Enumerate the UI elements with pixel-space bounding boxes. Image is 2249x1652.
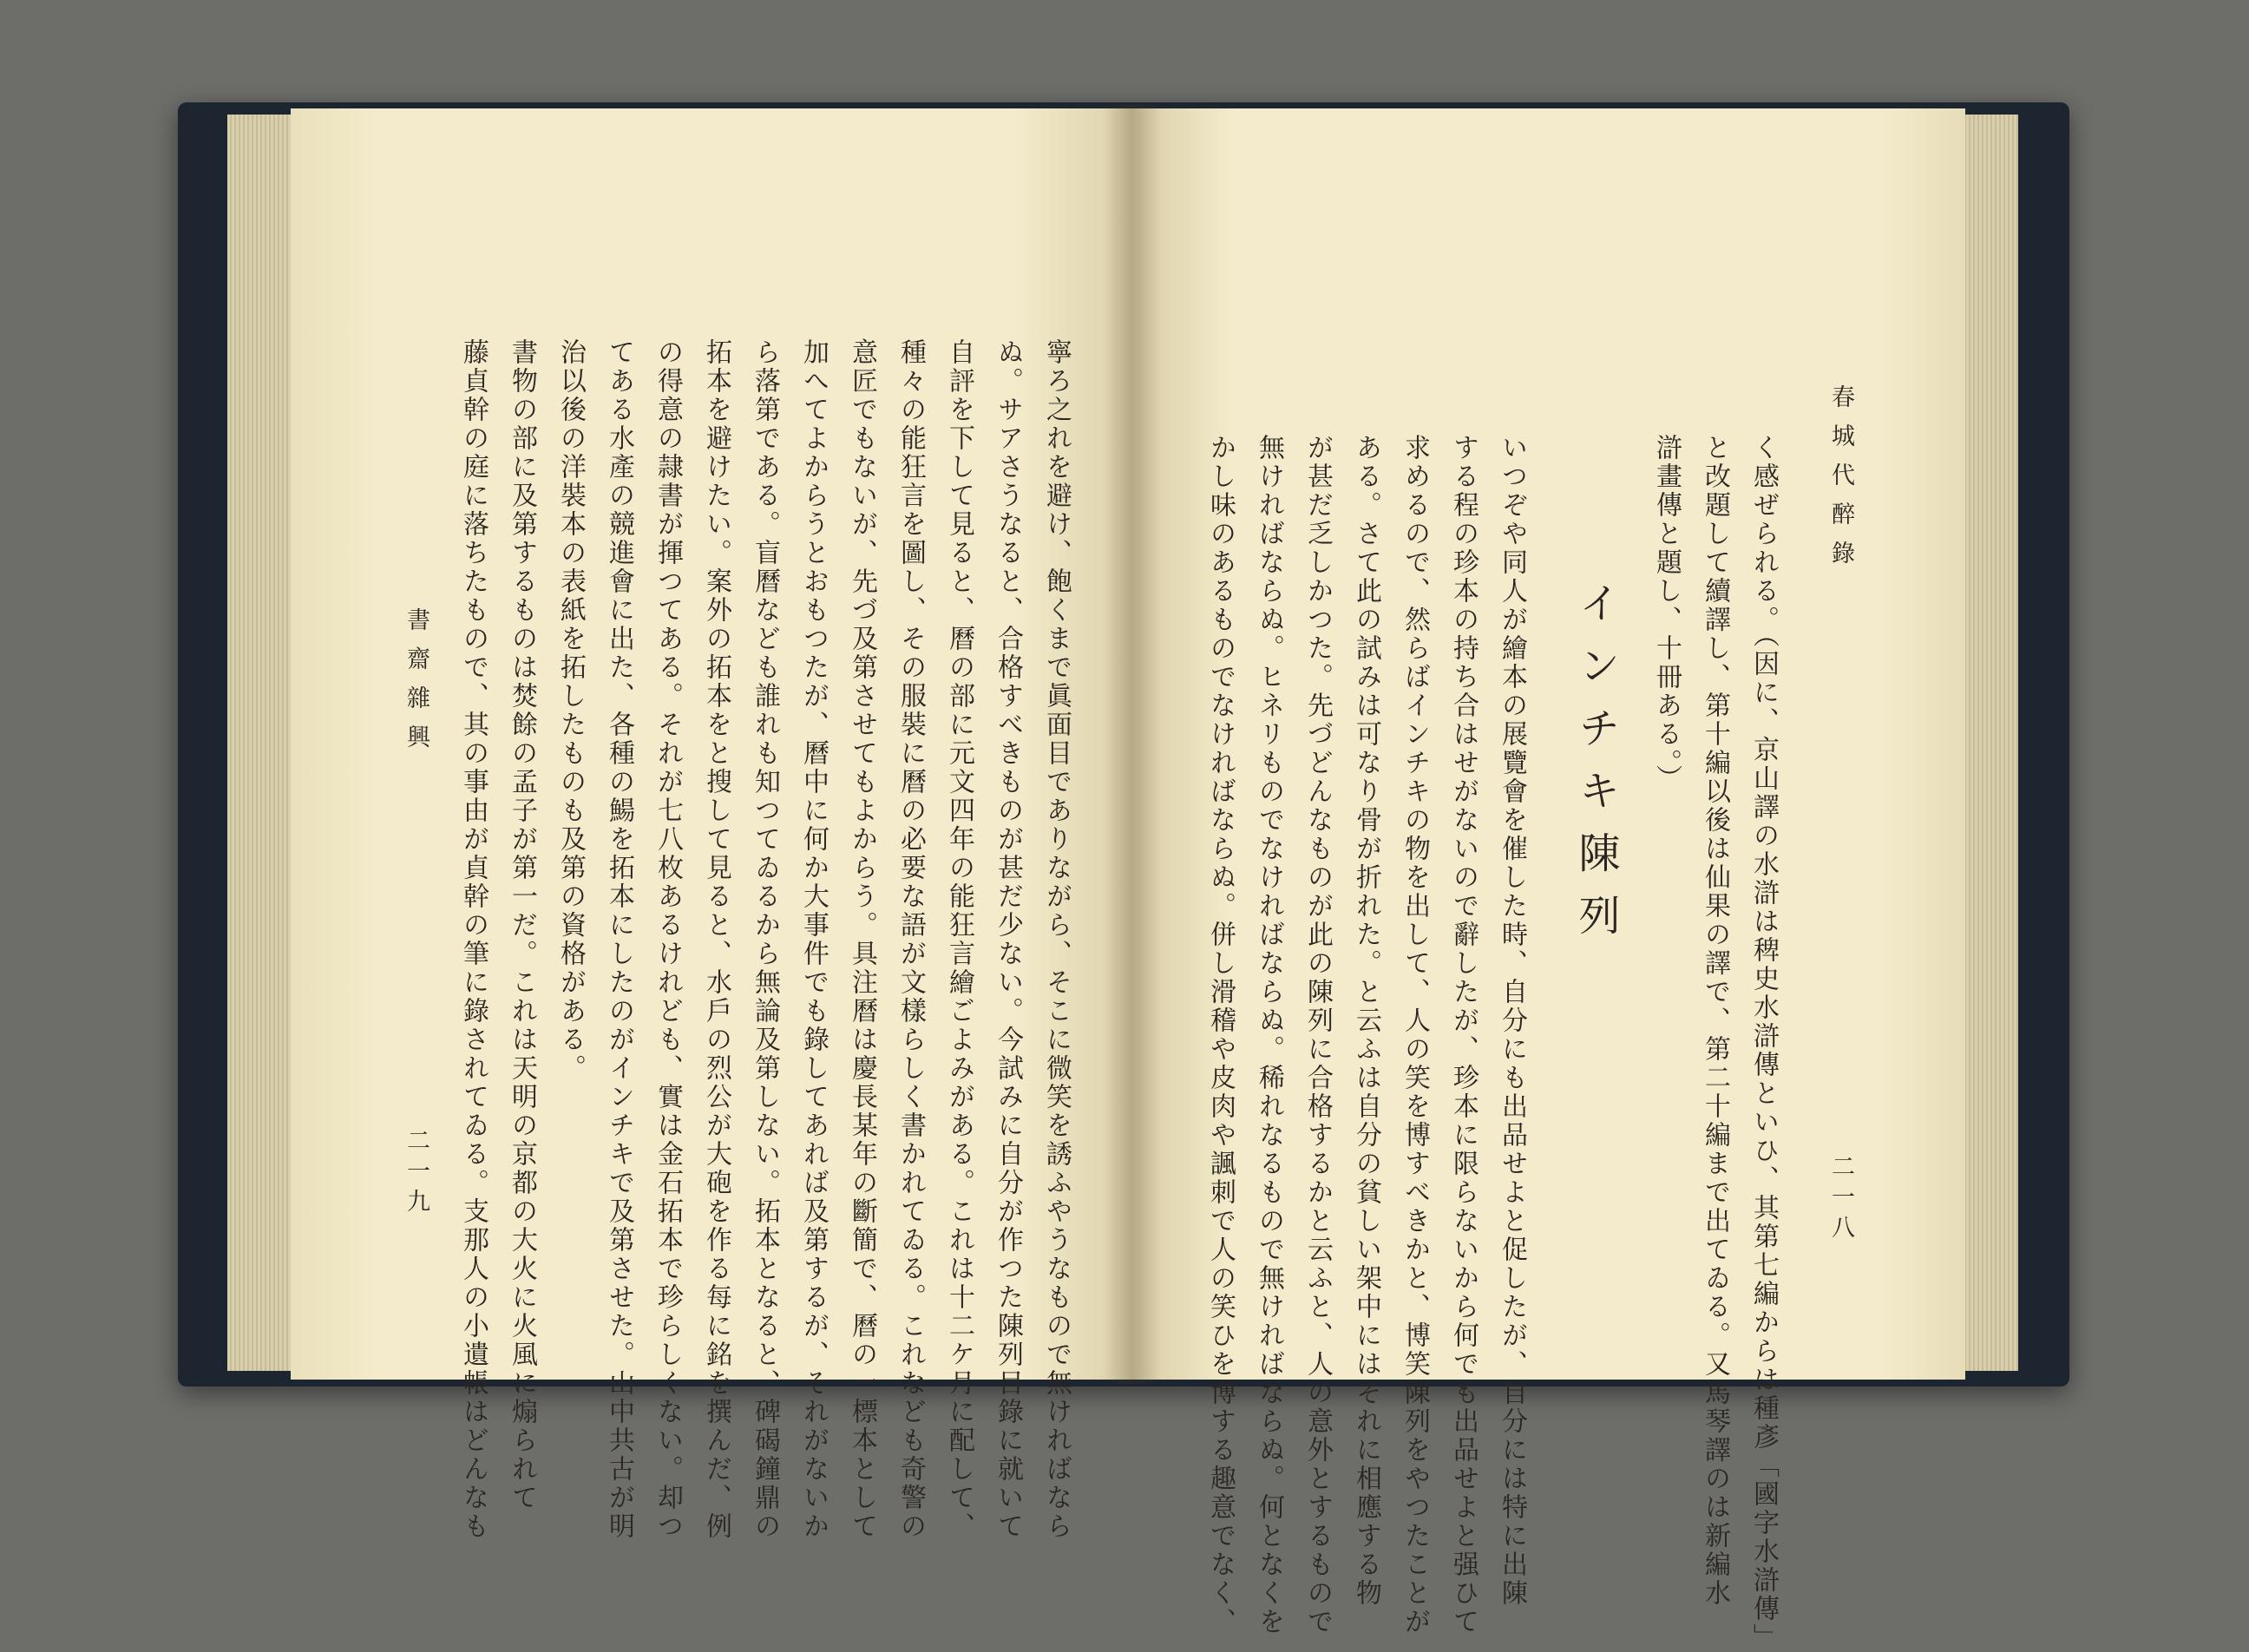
page-number: 二一八 bbox=[1827, 1154, 1854, 1245]
text-line: の得意の隷書が揮つてある。それが七八枚あるけれども、實は金石拓本で珍らしくない。却つ bbox=[652, 338, 683, 1541]
page-number: 二一九 bbox=[403, 1128, 429, 1219]
text-line: する程の珍本の持ち合はせがないので辭したが、珍本に限らないから何でも出品せよと强ひて bbox=[1448, 434, 1479, 1636]
text-line: ぬ。サアさうなると、合格すべきものが甚だ少ない。今試みに自分が作つた陳列目錄に就いて bbox=[993, 338, 1023, 1541]
right-page-text bbox=[1171, 434, 1536, 1636]
book-gutter bbox=[1104, 104, 1161, 1384]
text-line: いつぞや同人が繪本の展覽會を催した時、自分にも出品せよと促したが、自分には特に出陳 bbox=[1497, 434, 1527, 1608]
text-line: かし味のあるものでなければならぬ。併し滑稽や皮肉や諷刺で人の笑ひを博する趣意でなく、 bbox=[1205, 434, 1236, 1636]
text-line: 無ければならぬ。ヒネリものでなければならぬ。稀れなるもので無ければならぬ。何となくを bbox=[1254, 434, 1284, 1636]
text-line: 拓本を避けたい。案外の拓本をと搜して見ると、水戶の烈公が大砲を作る每に銘を撰んだ、例 bbox=[701, 338, 731, 1541]
left-page-text bbox=[438, 338, 1080, 1541]
section-heading: インチキ陳列 bbox=[1571, 581, 1620, 956]
left-page bbox=[291, 108, 1132, 1541]
text-line: と改題して續譯し、第十編以後は仙果の譯で、第二十編まで出てゐる。又馬琴譯のは新編水 bbox=[1700, 434, 1730, 1608]
text-line: 自評を下して見ると、曆の部に元文四年の能狂言繪ごよみがある。これは十二ケ月に配して、 bbox=[944, 338, 974, 1541]
text-line: てある水產の競進會に出た、各種の鰑を拓本にしたのがインチキで及第させた。山中共古が明 bbox=[604, 338, 634, 1541]
text-line: ら落第である。盲曆なども誰れも知つてゐるから無論及第しない。拓本となると、碑碣鐘鼎の bbox=[750, 338, 780, 1541]
page-edges-left bbox=[227, 115, 297, 1371]
text-line: 種々の能狂言を圖し、その服裝に曆の必要な語が文樣らしく書かれてゐる。これなども奇警の bbox=[895, 338, 926, 1541]
text-line: 意匠でもないが、先づ及第させてもよからう。具注曆は慶長某年の斷簡で、曆の一標本として bbox=[847, 338, 877, 1541]
text-line: 藤貞幹の庭に落ちたもので、其の事由が貞幹の筆に錄されてゐる。支那人の小遺帳はどんなも bbox=[458, 338, 488, 1541]
text-line: 治以後の洋裝本の表紙を拓したものも及第の資格がある。 bbox=[555, 338, 586, 1083]
running-head: 春城代醉錄 bbox=[1827, 384, 1854, 580]
running-head: 書齋雜興 bbox=[403, 607, 429, 764]
text-line: が甚だ乏しかつた。先づどんなものが此の陳列に合格するかと云ふと、人の意外とするもので bbox=[1302, 434, 1333, 1636]
text-line: 書物の部に及第するものは焚餘の孟子が第一だ。これは天明の京都の大火に火風に煽られて bbox=[507, 338, 537, 1512]
text-line: 加へてよからうとおもつたが、曆中に何か大事件でも錄してあれば及第するが、それがないか bbox=[798, 338, 829, 1541]
text-line: ある。さて此の試みは可なり骨が折れた。と云ふは自分の貧しい架中にはそれに相應する物 bbox=[1351, 434, 1381, 1608]
right-page bbox=[1132, 108, 1965, 1652]
text-line: 滸畫傳と題し、十冊ある。） bbox=[1651, 434, 1682, 793]
text-line: 求めるので、然らばインチキの物を出して、人の笑を博すべきかと、博笑陳列をやつたことが bbox=[1400, 434, 1430, 1636]
right-page-text-continuation bbox=[1631, 434, 1787, 1652]
text-line: く感ぜられる。（因に、京山譯の水滸は稗史水滸傳といひ、其第七編からは種彥「國字水滸傳」 bbox=[1748, 434, 1779, 1652]
text-line: 寧ろ之れを避け、飽くまで眞面目でありながら、そこに微笑を誘ふやうなもので無ければなら bbox=[1041, 338, 1072, 1541]
